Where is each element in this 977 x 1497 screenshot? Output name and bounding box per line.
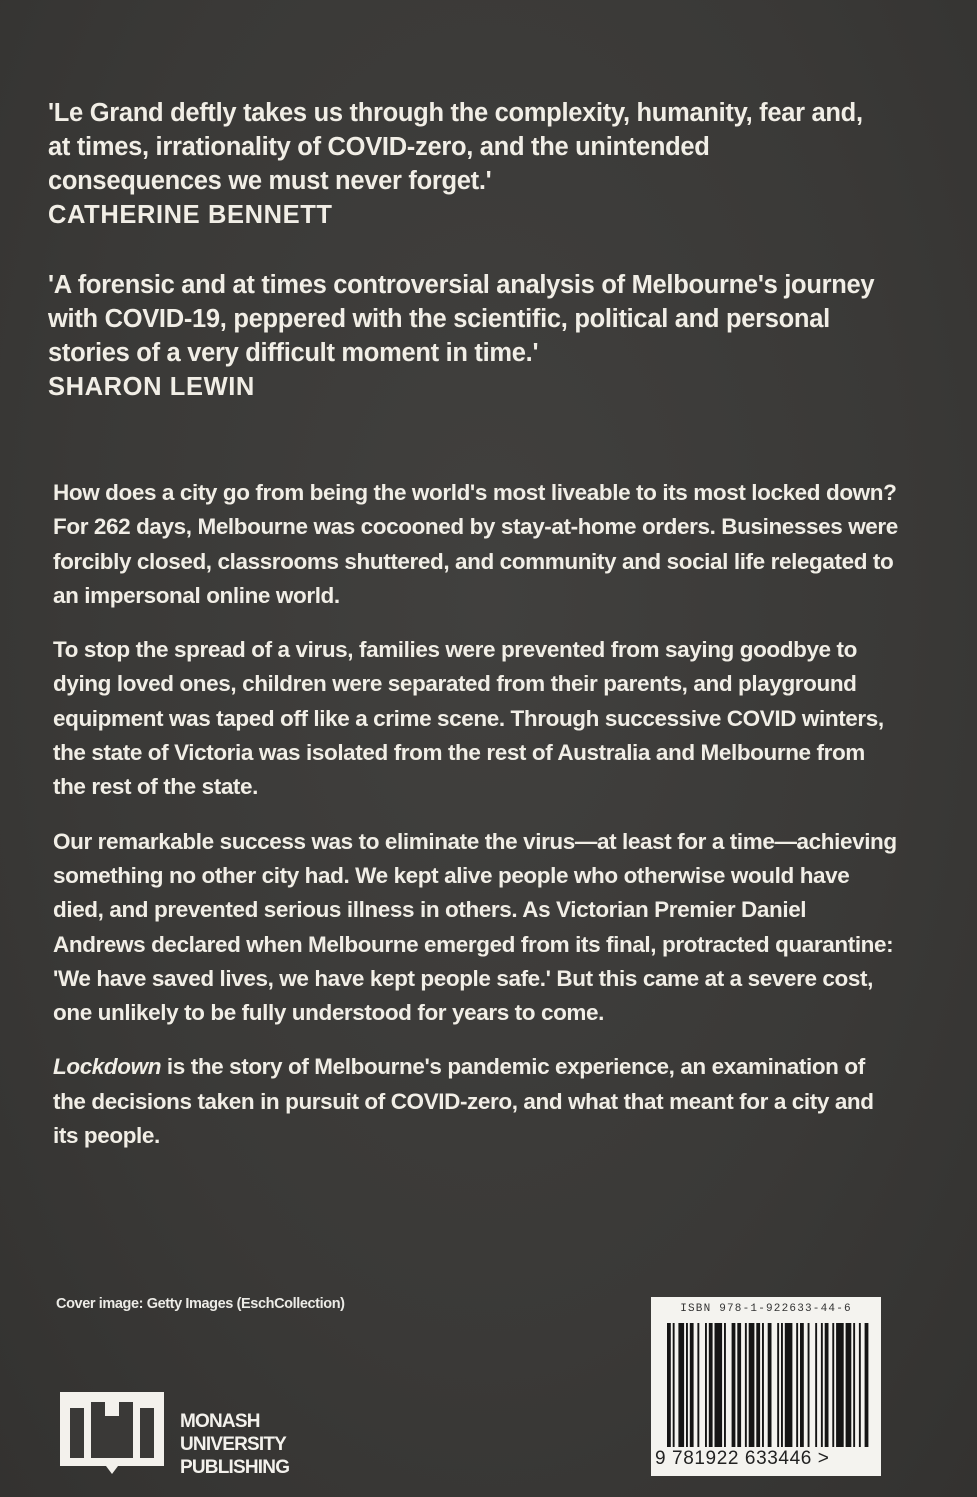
description-paragraph-1: How does a city go from being the world's most liveable to its most locked down? For 262 days, Melbourne was cocooned by stay-at-home orders. Businesses were forcibly closed, classrooms shuttered, and community and social life relegated to an impersonal online world. (53, 480, 898, 608)
barcode-bar (732, 1323, 736, 1447)
barcode-bar (768, 1323, 772, 1447)
book-title: Lockdown (53, 1054, 162, 1080)
barcode-bar (821, 1323, 823, 1447)
barcode-bar (865, 1323, 869, 1447)
barcode-bar (815, 1323, 817, 1447)
publisher-logo (56, 1388, 296, 1480)
barcode-bar (836, 1323, 844, 1447)
barcode-bar (859, 1323, 861, 1447)
publisher-line-1: MONASH (180, 1411, 260, 1432)
isbn-barcode (651, 1297, 881, 1476)
barcode-bar (678, 1323, 684, 1447)
paragraph-4-text: is the story of Melbourne's pandemic experience, an examination of the decisions taken in pursuit of COVID-zero, and what that meant for a city and its people. (53, 1054, 874, 1149)
barcode-bar (853, 1323, 855, 1447)
cover-image-credit: Cover image: Getty Images (EschCollection) (56, 1296, 345, 1312)
description-paragraph-3: Our remarkable success was to eliminate the virus—at least for a time—achieving something no other city had. We kept alive people who otherwise would have died, and prevented serious illness in others. As Victorian Premier Daniel Andrews declared when Melbourne emerged from its final, protracted quarantine: 'We have saved lives, we have kept people safe.' But this came at a severe cost, one unlikely to be fully understood for years to come. (53, 828, 897, 1026)
barcode-bar (785, 1323, 793, 1447)
quote-text: 'A forensic and at times controversial analysis of Melbourne's journey with COVID-19, peppered with the scientific, political and personal stories of a very difficult moment in time.' (48, 271, 875, 367)
barcode-bar (705, 1323, 707, 1447)
quote-author: CATHERINE BENNETT (48, 201, 333, 229)
barcode-bar (832, 1323, 834, 1447)
barcode-bar (745, 1323, 747, 1447)
barcode-bar (667, 1323, 671, 1447)
barcode-bar (737, 1323, 741, 1447)
ean-digits: 9 781922 633446 > (655, 1448, 830, 1469)
barcode-bar (749, 1323, 755, 1447)
monash-logo-icon (56, 1388, 168, 1480)
publisher-wordmark (180, 1410, 289, 1479)
publisher-line-3: PUBLISHING (180, 1457, 290, 1478)
endorsement-quote-2 (48, 268, 878, 404)
barcode-bar (796, 1323, 798, 1447)
barcode-bar (800, 1323, 804, 1447)
barcode-bar (697, 1323, 699, 1447)
isbn-label: ISBN 978-1-922633-44-6 (680, 1303, 852, 1315)
barcode-bar (781, 1323, 783, 1447)
barcode-bar (756, 1323, 760, 1447)
book-description (53, 476, 903, 1173)
barcode-bar (846, 1323, 852, 1447)
description-paragraph-4 (53, 1050, 903, 1153)
barcode-bar (762, 1323, 764, 1447)
barcode-bar (709, 1323, 713, 1447)
quote-text: 'Le Grand deftly takes us through the complexity, humanity, fear and, at times, irrationality of COVID-zero, and the unintended consequences we must never forget.' (48, 99, 863, 195)
barcode-bar (673, 1323, 675, 1447)
endorsement-quote-1 (48, 96, 878, 232)
barcode-bar (715, 1323, 723, 1447)
quote-author: SHARON LEWIN (48, 373, 255, 401)
barcode-bar (825, 1323, 829, 1447)
barcode-bar (686, 1323, 688, 1447)
description-paragraph-2: To stop the spread of a virus, families were prevented from saying goodbye to dying loved ones, children were separated from their parents, and playground equipment was taped off like a crime scene. Through successive COVID winters, the state of Victoria was isolated from the rest of Australia and Melbourne from the rest of the state. (53, 637, 884, 800)
barcode-bar (808, 1323, 810, 1447)
barcode-bar (690, 1323, 694, 1447)
barcode-bar (724, 1323, 726, 1447)
publisher-line-2: UNIVERSITY (180, 1434, 287, 1455)
barcode-bar (777, 1323, 779, 1447)
